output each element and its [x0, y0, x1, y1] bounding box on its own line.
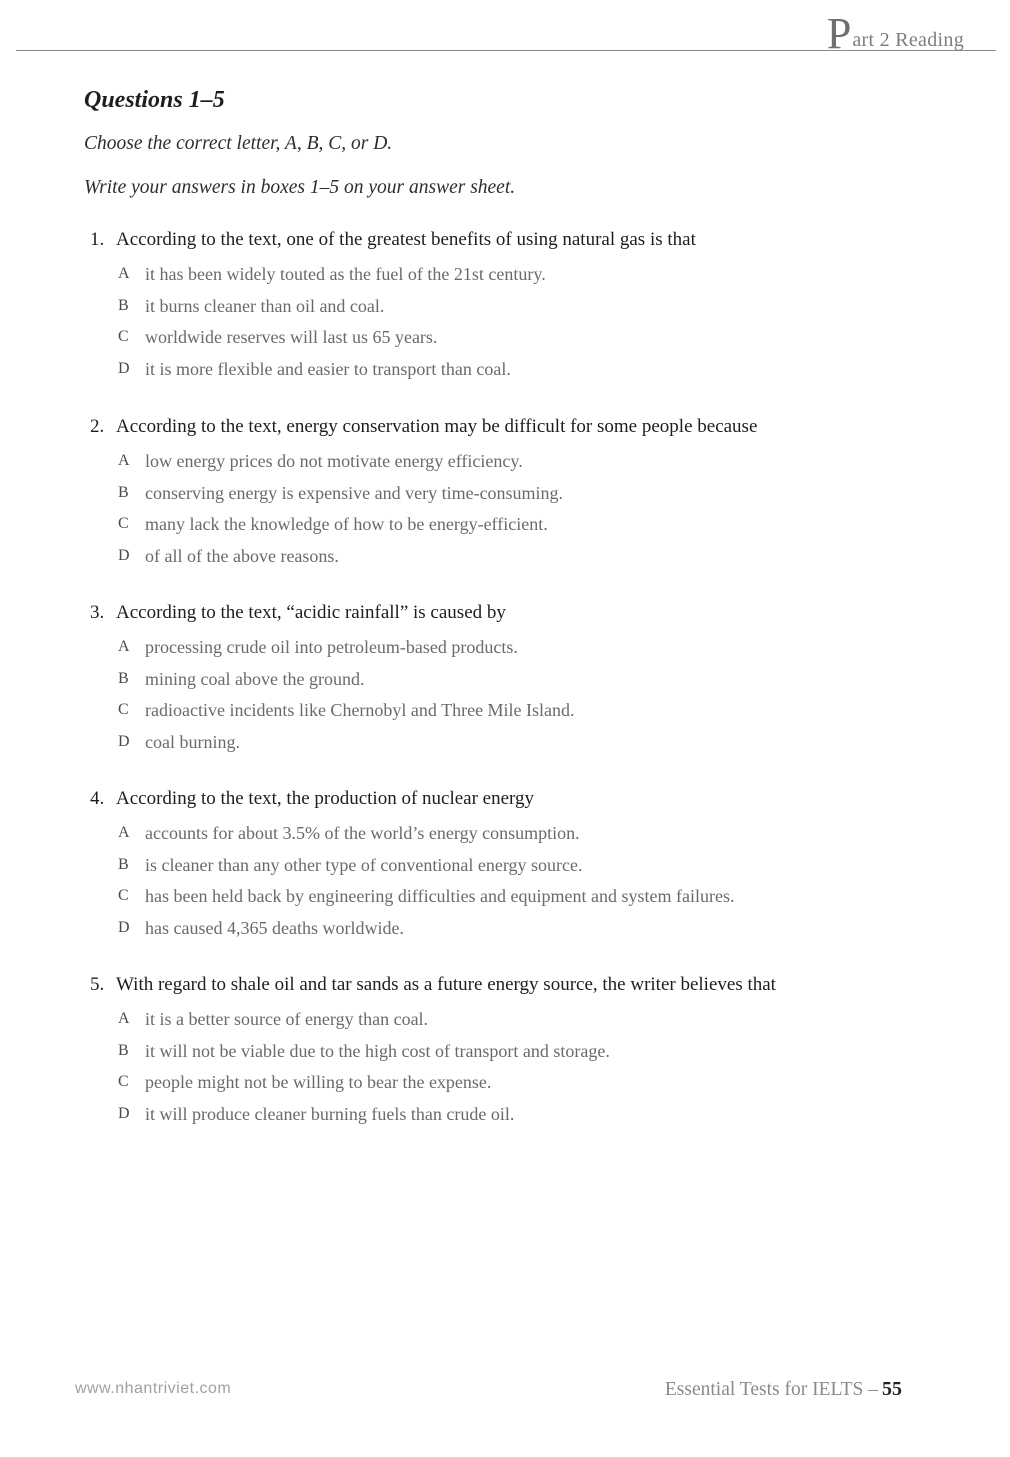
option-text: it is a better source of energy than coal.	[145, 1009, 429, 1029]
option-letter: C	[118, 887, 129, 904]
question-number: 3.	[90, 602, 105, 623]
option-b	[118, 294, 970, 326]
option-list	[118, 1007, 970, 1133]
question-stem: According to the text, the production of nuclear energy	[116, 788, 535, 809]
question-3	[90, 601, 970, 761]
option-text: it will not be viable due to the high cost of transport and storage.	[145, 1040, 610, 1061]
option-a	[118, 635, 970, 667]
option-b	[118, 667, 970, 699]
option-text: worldwide reserves will last us 65 years.	[145, 327, 438, 347]
question-number: 4.	[90, 788, 105, 809]
option-d	[118, 916, 970, 948]
running-head	[826, 9, 964, 58]
option-list	[118, 449, 970, 575]
option-letter: A	[118, 452, 130, 469]
page-number: 55	[882, 1378, 902, 1400]
option-list	[118, 635, 970, 761]
option-a	[118, 1007, 970, 1039]
option-letter: D	[118, 1104, 130, 1122]
option-b	[118, 481, 970, 513]
option-letter: B	[118, 483, 129, 501]
option-b	[118, 1039, 970, 1071]
question-number: 1.	[90, 229, 105, 250]
question-1	[90, 228, 970, 388]
option-letter: A	[118, 824, 130, 841]
option-letter: D	[118, 732, 130, 750]
option-letter: C	[118, 701, 129, 718]
option-text: low energy prices do not motivate energy efficiency.	[145, 451, 523, 471]
option-letter: A	[118, 1010, 130, 1027]
option-text: has been held back by engineering difficulties and equipment and system failures.	[145, 886, 735, 906]
question-5	[90, 973, 970, 1133]
part-label: art 2 Reading	[852, 29, 964, 51]
option-text: conserving energy is expensive and very time-consuming.	[145, 482, 564, 503]
option-c	[118, 698, 970, 730]
question-stem: According to the text, energy conservation may be difficult for some people because	[116, 416, 758, 437]
option-list	[118, 262, 970, 388]
option-letter: B	[118, 669, 129, 687]
option-b	[118, 853, 970, 885]
option-text: of all of the above reasons.	[145, 545, 339, 566]
option-text: mining coal above the ground.	[145, 668, 365, 689]
option-letter: D	[118, 546, 130, 564]
question-number: 5.	[90, 974, 105, 995]
option-list	[118, 821, 970, 947]
option-letter: A	[118, 265, 130, 282]
option-text: people might not be willing to bear the expense.	[145, 1072, 492, 1092]
option-text: coal burning.	[145, 731, 240, 752]
option-a	[118, 449, 970, 481]
option-c	[118, 325, 970, 357]
book-title-text: Essential Tests for IELTS –	[664, 1379, 878, 1400]
option-text: many lack the knowledge of how to be energy-efficient.	[145, 514, 548, 534]
option-d	[118, 544, 970, 576]
option-letter: B	[118, 1041, 129, 1059]
option-letter: D	[118, 918, 130, 936]
option-text: accounts for about 3.5% of the world’s energy consumption.	[145, 823, 580, 843]
question-4	[90, 787, 970, 947]
option-letter: C	[118, 328, 129, 345]
header-divider	[16, 50, 996, 51]
footer-book-title	[665, 1379, 878, 1401]
option-text: radioactive incidents like Chernobyl and Three Mile Island.	[145, 700, 575, 720]
option-letter: B	[118, 296, 129, 314]
question-2	[90, 415, 970, 575]
footer-website: www.nhantriviet.com	[75, 1380, 232, 1397]
option-text: it has been widely touted as the fuel of the 21st century.	[145, 264, 546, 284]
question-stem: According to the text, “acidic rainfall” is caused by	[116, 602, 506, 623]
option-a	[118, 821, 970, 853]
option-text: it burns cleaner than oil and coal.	[145, 295, 385, 316]
instruction-choose: Choose the correct letter, A, B, C, or D.	[84, 133, 393, 154]
section-heading: Questions 1–5	[84, 87, 225, 113]
question-number: 2.	[90, 416, 105, 437]
option-d	[118, 357, 970, 389]
option-text: it will produce cleaner burning fuels than crude oil.	[145, 1103, 515, 1124]
question-stem: With regard to shale oil and tar sands as a future energy source, the writer believes that	[116, 974, 776, 995]
option-text: processing crude oil into petroleum-based products.	[145, 637, 518, 657]
option-letter: D	[118, 359, 130, 377]
option-letter: C	[118, 515, 129, 532]
part-initial: P	[826, 9, 852, 58]
option-letter: C	[118, 1073, 129, 1090]
option-text: is cleaner than any other type of conventional energy source.	[145, 854, 583, 875]
option-c	[118, 512, 970, 544]
option-letter: B	[118, 855, 129, 873]
question-stem: According to the text, one of the greatest benefits of using natural gas is that	[116, 229, 696, 250]
option-text: has caused 4,365 deaths worldwide.	[145, 917, 404, 938]
option-c	[118, 884, 970, 916]
option-letter: A	[118, 638, 130, 655]
option-d	[118, 730, 970, 762]
instruction-write: Write your answers in boxes 1–5 on your answer sheet.	[84, 177, 516, 198]
option-text: it is more flexible and easier to transport than coal.	[145, 358, 511, 379]
option-d	[118, 1102, 970, 1134]
option-c	[118, 1070, 970, 1102]
option-a	[118, 262, 970, 294]
